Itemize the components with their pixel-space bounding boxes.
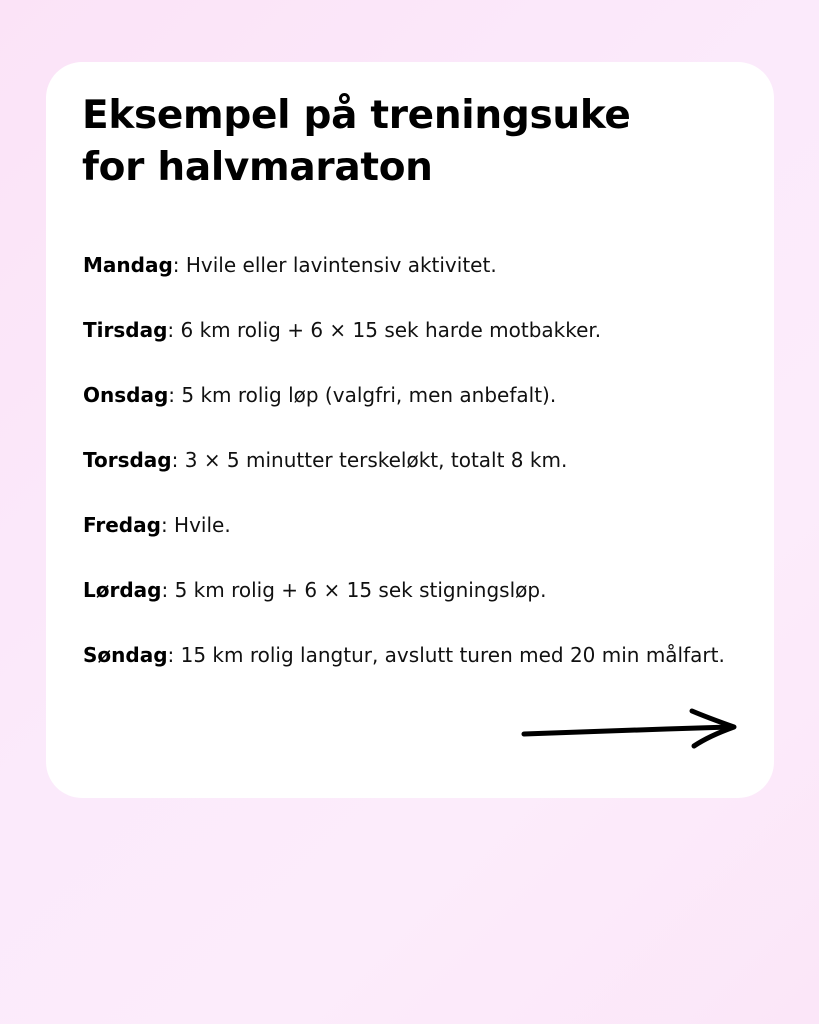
day-separator: : bbox=[167, 318, 175, 342]
schedule-item-tuesday bbox=[83, 315, 743, 346]
schedule-item-friday bbox=[83, 510, 743, 541]
day-name: Mandag bbox=[83, 253, 173, 277]
title-line-2: for halvmaraton bbox=[82, 145, 433, 190]
schedule-item-wednesday bbox=[83, 380, 743, 411]
day-description: Hvile. bbox=[167, 513, 231, 537]
schedule-item-saturday bbox=[83, 575, 743, 606]
day-name: Fredag bbox=[83, 513, 161, 537]
day-separator: : bbox=[172, 253, 180, 277]
day-name: Lørdag bbox=[83, 578, 162, 602]
day-name: Onsdag bbox=[83, 383, 169, 407]
content-card bbox=[46, 62, 774, 798]
day-description: 3 × 5 minutter terskeløkt, totalt 8 km. bbox=[178, 448, 568, 472]
schedule-item-monday bbox=[83, 250, 743, 281]
page-title bbox=[82, 90, 631, 194]
day-separator: : bbox=[167, 643, 175, 667]
schedule-item-thursday bbox=[83, 445, 743, 476]
day-description: 5 km rolig + 6 × 15 sek stigningsløp. bbox=[168, 578, 547, 602]
day-description: 5 km rolig løp (valgfri, men anbefalt). bbox=[175, 383, 557, 407]
title-line-1: Eksempel på treningsuke bbox=[82, 93, 631, 138]
day-description: Hvile eller lavintensiv aktivitet. bbox=[179, 253, 497, 277]
day-description: 15 km rolig langtur, avslutt turen med 20 min målfart. bbox=[174, 643, 725, 667]
day-separator: : bbox=[171, 448, 179, 472]
schedule-item-sunday bbox=[83, 640, 743, 671]
day-name: Torsdag bbox=[83, 448, 172, 472]
arrow-right-icon[interactable] bbox=[520, 702, 742, 752]
day-separator: : bbox=[160, 513, 168, 537]
day-name: Tirsdag bbox=[83, 318, 168, 342]
day-separator: : bbox=[168, 383, 176, 407]
day-separator: : bbox=[161, 578, 169, 602]
day-description: 6 km rolig + 6 × 15 sek harde motbakker. bbox=[174, 318, 602, 342]
day-name: Søndag bbox=[83, 643, 168, 667]
training-schedule bbox=[83, 250, 743, 705]
